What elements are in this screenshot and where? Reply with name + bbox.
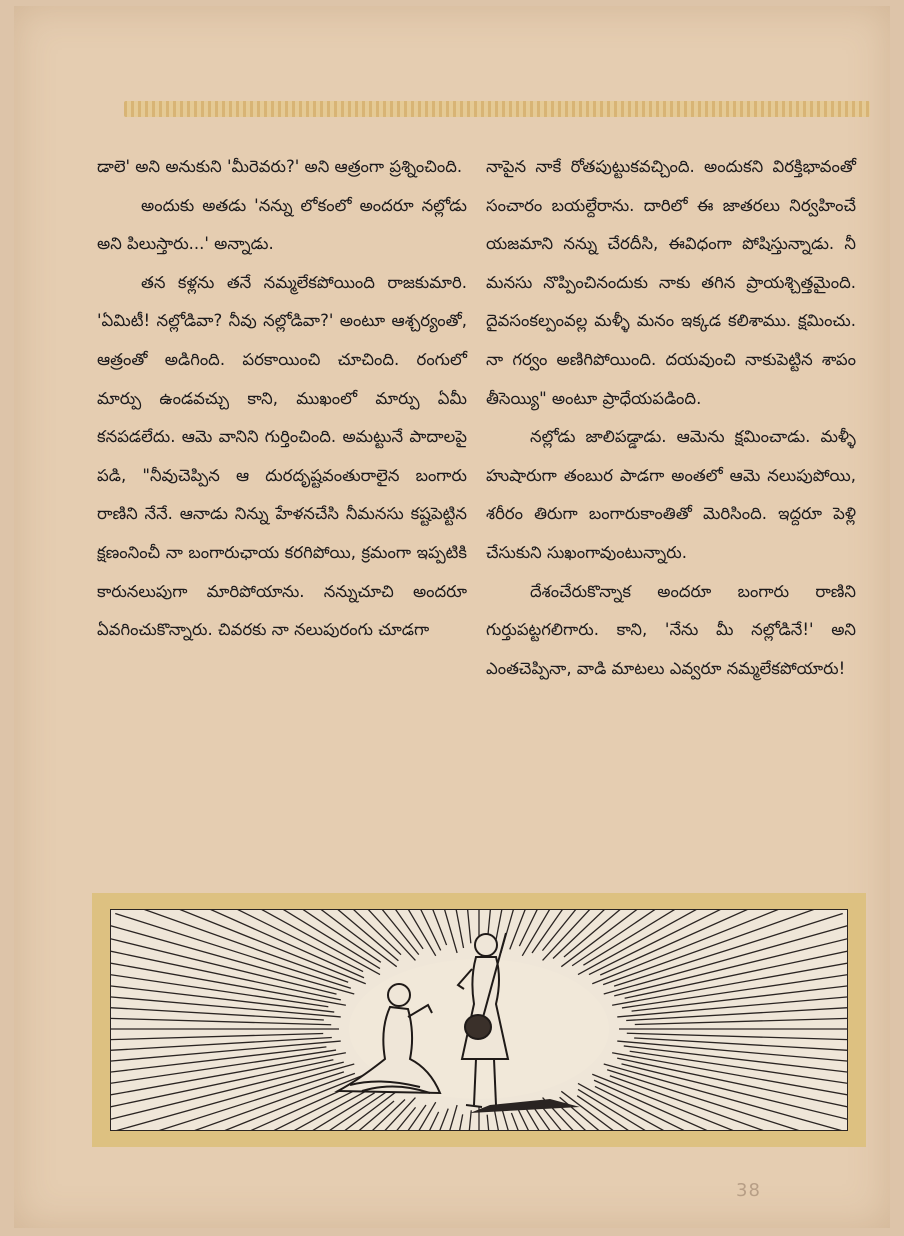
- page-number: 38: [736, 1180, 761, 1201]
- left-paragraph-2: అందుకు అతడు 'నన్ను లోకంలో అందరూ నల్లోడు అని పిలుస్తారు...' అన్నాడు.: [97, 195, 467, 254]
- right-text-column: [486, 148, 856, 688]
- right-paragraph-1: నాపైన నాకే రోతపుట్టుకవచ్చింది. అందుకని విరక్తిభావంతో సంచారం బయల్దేరాను. దారిలో ఈ జాతరలు నిర్వహించే యజమాని నన్ను చేరదీసి, ఈవిధంగా పోషిస్తున్నాడు. నీ మనసు నొప్పించినందుకు నాకు తగిన ప్రాయశ్చిత్తమైంది. దైవసంకల్పంవల్ల మళ్ళీ మనం ఇక్కడ కలిశాము. క్షమించు. నా గర్వం అణిగిపోయింది. దయవుంచి నాకుపెట్టిన శాపం తీసెయ్యి" అంటూ ప్రాధేయపడింది.: [486, 157, 856, 408]
- illustration-drawing: [110, 909, 848, 1131]
- decorative-header-band: [124, 101, 870, 117]
- right-paragraph-3: దేశంచేరుకొన్నాక అందరూ బంగారు రాణిని గుర్తుపట్టగలిగారు. కాని, 'నేను మీ నల్లోడినే!' అని ఎంతచెప్పినా, వాడి మాటలు ఎవ్వరూ నమ్మలేకపోయారు!: [486, 581, 856, 678]
- story-illustration: [92, 893, 866, 1147]
- right-paragraph-2: నల్లోడు జాలిపడ్డాడు. ఆమెను క్షమించాడు. మళ్ళీ హుషారుగా తంబుర పాడగా అంతలో ఆమె నలుపుపోయి, శరీరం తిరుగా బంగారుకాంతితో మెరిసింది. ఇద్దరూ పెళ్లి చేసుకుని సుఖంగావుంటున్నారు.: [486, 427, 856, 562]
- left-text-column: [97, 148, 467, 650]
- left-paragraph-1: డాలె' అని అనుకుని 'మీరెవరు?' అని ఆత్రంగా ప్రశ్నించింది.: [97, 157, 463, 176]
- left-paragraph-3: తన కళ్లను తనే నమ్మలేకపోయింది రాజకుమారి. 'ఏమిటీ! నల్లోడివా? నీవు నల్లోడివా?' అంటూ ఆశ్చర్యంతో, ఆత్రంతో అడిగింది. పరకాయించి చూచింది. రంగులో మార్పు ఉండవచ్చు కాని, ముఖంలో మార్పు ఏమీ కనపడలేదు. ఆమె వానిని గుర్తించింది. అమట్టునే పాదాలపై పడి, "నీవుచెప్పిన ఆ దురదృష్టవంతురాలైన బంగారు రాణిని నేనే. ఆనాడు నిన్ను హేళనచేసి నీమనసు కష్టపెట్టిన క్షణంనించీ నా బంగారుఛాయ కరగిపోయి, క్రమంగా ఇప్పటికి కారునలుపుగా మారిపోయాను. నన్నుచూచి అందరూ ఏవగించుకొన్నారు. చివరకు నా నలుపురంగు చూడగా: [97, 272, 467, 640]
